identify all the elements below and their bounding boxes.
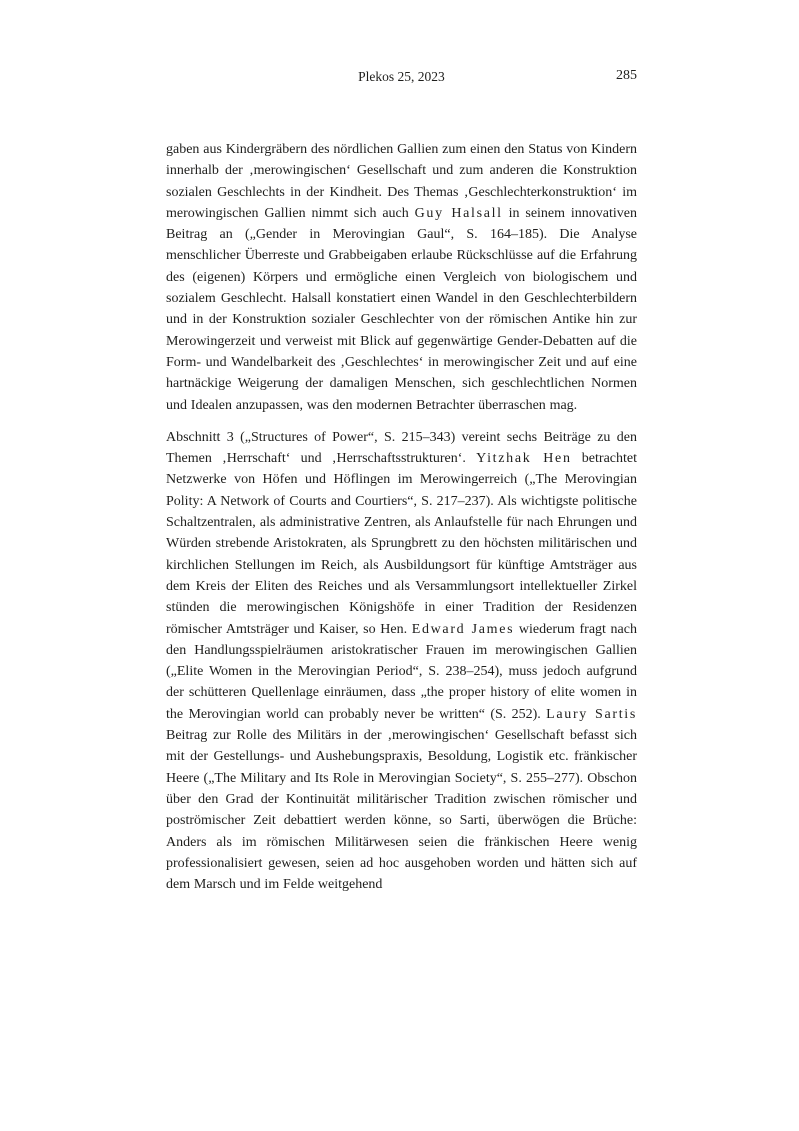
author-name-spaced: Guy Halsall xyxy=(414,205,503,221)
paragraph xyxy=(166,427,637,896)
paragraph xyxy=(166,139,637,416)
author-name-spaced: Edward James xyxy=(411,621,515,637)
text-run: in seinem innovativen Beitrag an („Gender in Merovingian Gaul“, S. 164–185). Die Analyse menschlicher Überreste und Grabbeigaben erlaube Rückschlüsse auf die Erfahrung des (eigenen) Körpers und ermögliche einen Vergleich von biologischem und sozialem Geschlecht. Halsall konstatiert einen Wandel in den Geschlechterbildern und in der Konstruktion sozialer Geschlechter von der römischen Antike hin zur Merowingerzeit und verweist mit Blick auf gegenwärtige Gender-Debatten auf die Form- und Wandelbarkeit des ‚Geschlechtes‘ in merowingischer Zeit und auf eine hartnäckige Weigerung der damaligen Menschen, sich geschlechtlichen Normen und Idealen anzupassen, was den modernen Betrachter überraschen mag. xyxy=(166,205,637,413)
text-block xyxy=(166,139,637,906)
text-run: gaben aus Kindergräbern des nördlichen Gallien zum einen den Status von Kindern innerhalb der ‚merowingischen‘ Gesellschaft und zum anderen die Konstruktion sozialen Geschlechts in der Kindheit. Des Themas ‚Geschlechterkonstruktion‘ im merowingischen Gallien nimmt sich auch xyxy=(166,142,637,221)
author-name-spaced: Laury Sartis xyxy=(546,706,637,722)
running-head xyxy=(166,69,637,87)
text-run: betrachtet Netzwerke von Höfen und Höflingen im Merowingerreich („The Merovingian Polity: A Network of Courts and Courtiers“, S. 217–237). Als wichtigste politische Schaltzentralen, als administrative Zentren, als Anlaufstelle für nach Ehrungen und Würden strebende Aristokraten, als Sprungbrett zu den höchsten militärischen und kirchlichen Stellungen im Reich, als Ausbildungsort für künftige Amtsträger aus dem Kreis der Eliten des Reiches und als Versammlungsort intellektueller Zirkel stünden die merowingischen Königshöfe in einer Tradition der Residenzen römischer Amtsträger und Kaiser, so Hen. xyxy=(166,451,637,637)
text-run: Beitrag zur Rolle des Militärs in der ‚merowingischen‘ Gesellschaft befasst sich mit der Gestellungs- und Aushebungspraxis, Besoldung, Logistik etc. fränkischer Heere („The Military and Its Role in Merovingian Society“, S. 255–277). Obschon über den Grad der Kontinuität militärischer Tradition zwischen römischer und poströmischer Zeit debattiert werden könne, so Sarti, überwögen die Brüche: Anders als im römischen Militärwesen seien die fränkischen Heere wenig professionalisiert gewesen, seien ad hoc ausgehoben worden und hätten sich auf dem Marsch und im Felde weitgehend xyxy=(166,728,637,893)
text-run: Abschnitt 3 („Structures of Power“, S. 215–343) vereint sechs Beiträge zu den Themen ‚Herrschaft‘ und ‚Herrschaftsstrukturen‘. xyxy=(166,429,637,467)
journal-title: Plekos 25, 2023 xyxy=(358,69,445,84)
author-name-spaced: Yitzhak Hen xyxy=(476,451,572,467)
text-run: wiederum fragt nach den Handlungsspielräumen aristokratischer Frauen im merowingischen Gallien („Elite Women in the Merovingian Period“, S. 238–254), muss jedoch aufgrund der schütteren Quellenlage einräumen, dass „the proper history of elite women in the Merovingian world can probably never be written“ (S. 252). xyxy=(166,621,637,722)
page-number: 285 xyxy=(616,68,637,83)
